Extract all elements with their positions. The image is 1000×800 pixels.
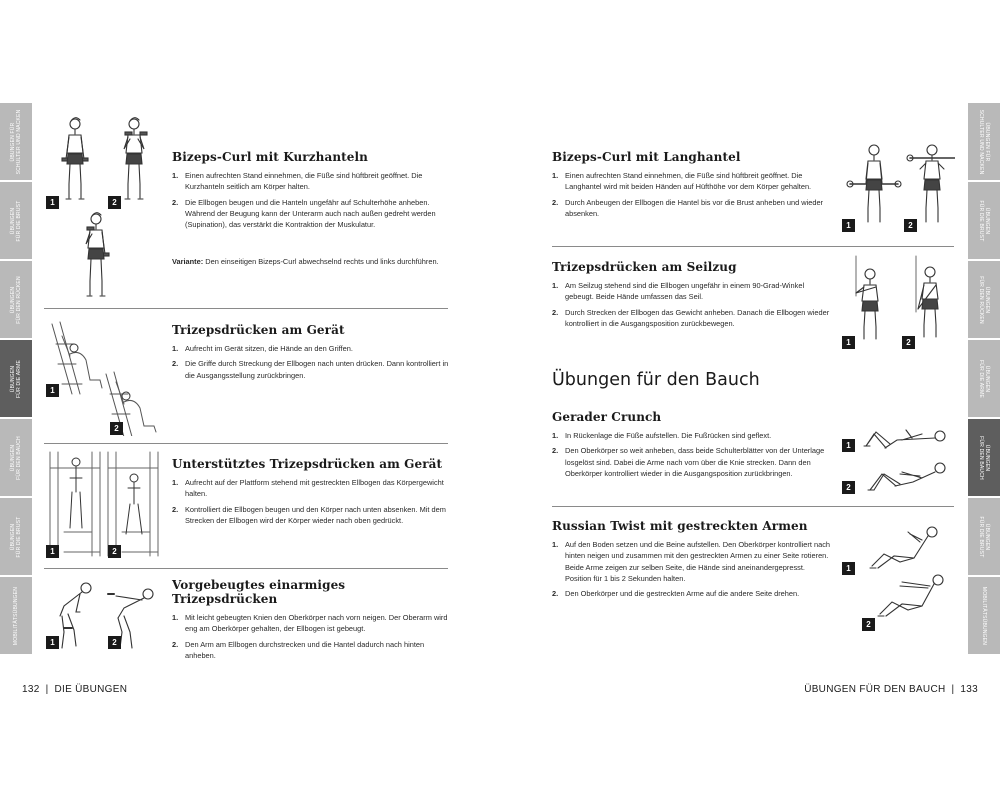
thumb-tab-label: ÜBUNGEN FÜR DEN RÜCKEN [10, 275, 22, 324]
thumb-tab-label: ÜBUNGEN FÜR DIE ARME [978, 359, 990, 398]
figure-gerader-crunch [840, 420, 955, 498]
list-item [552, 280, 830, 303]
step-number: 1. [172, 613, 179, 622]
folio-separator: | [951, 684, 955, 695]
list-item [172, 343, 450, 354]
exercise-steps [552, 280, 830, 329]
exercise-title: Bizeps-Curl mit Kurzhanteln [172, 150, 369, 164]
list-item [172, 477, 450, 500]
section-title: Übungen für den Bauch [552, 370, 760, 390]
thumb-tab[interactable] [968, 261, 1000, 338]
exercise-steps [172, 343, 450, 381]
running-head: DIE ÜBUNGEN [54, 684, 128, 695]
variant-text: Den einseitigen Bizeps-Curl abwechselnd rechts und links durchführen. [205, 257, 439, 267]
exercise-title: Trizepsdrücken am Seilzug [552, 260, 737, 274]
exercise-title: Russian Twist mit gestreckten Armen [552, 519, 808, 533]
exercise-steps [172, 170, 450, 230]
list-item [552, 588, 830, 599]
thumb-tab-label: ÜBUNGEN FÜR DEN BAUCH [10, 435, 22, 480]
step-badge: 1 [46, 636, 59, 649]
list-item [172, 170, 450, 193]
step-text: Die Griffe durch Streckung der Ellbogen nach unten drücken. Dann kontrolliert in die Ausgangsstellung zurückbringen. [185, 359, 449, 380]
step-number: 2. [552, 307, 559, 317]
figure-bizeps-kurzhantel [44, 112, 159, 307]
step-text: Einen aufrechten Stand einnehmen, die Füße sind hüftbreit geöffnet. Die Kurzhanteln seitlich am Körper halten. [185, 171, 423, 192]
thumb-tab-label: MOBILITÄTSÜBUNGEN [13, 586, 19, 645]
running-head: ÜBUNGEN FÜR DEN BAUCH [804, 684, 946, 695]
step-number: 1. [552, 540, 559, 549]
step-number: 1. [552, 281, 559, 290]
exercise-unterstuetztes-trizepsdruecken [172, 457, 450, 530]
thumb-tabs-right [968, 103, 1000, 656]
exercise-vorgebeugtes-trizepsdruecken [172, 578, 450, 665]
divider [44, 568, 448, 569]
step-text: Den Oberkörper so weit anheben, dass beide Schulterblätter von der Unterlage losgelöst sind. Dabei die Arme nach vorn über die Knie strecken. Dann den Oberkörper kontrolliert wieder in die Ausgangsposition zurückbringen. [565, 446, 825, 478]
step-text: Am Seilzug stehend sind die Ellbogen ungefähr in einem 90-Grad-Winkel gebeugt. Beide Hände umfassen das Seil. [565, 281, 805, 302]
exercise-title: Vorgebeugtes einarmiges Trizepsdrücken [172, 578, 346, 606]
thumb-tab-label: MOBILITÄTSÜBUNGEN [981, 586, 987, 645]
divider [44, 308, 448, 309]
step-badge: 2 [902, 336, 915, 349]
figure-bizeps-langhantel [840, 140, 955, 236]
exercise-steps [172, 477, 450, 526]
step-badge: 1 [842, 439, 855, 452]
list-item [172, 504, 450, 527]
page-number: 132 [22, 684, 40, 695]
step-number: 2. [552, 589, 559, 599]
exercise-steps [552, 539, 830, 599]
thumb-tab[interactable] [0, 340, 32, 417]
step-badge: 1 [842, 219, 855, 232]
step-badge: 2 [862, 618, 875, 631]
thumb-tab[interactable] [0, 103, 32, 180]
step-text: Die Ellbogen beugen und die Hanteln ungefähr auf Schulterhöhe anheben. Während der Beugung kann der Unterarm auch nach außen gedreht werden (Supination), das verstärkt die Kontraktion der Muskulatur. [185, 197, 436, 230]
exercise-title: Trizepsdrücken am Gerät [172, 323, 345, 337]
thumb-tab[interactable] [968, 340, 1000, 417]
step-badge: 1 [46, 545, 59, 558]
thumb-tab-label: ÜBUNGEN FÜR DIE ARME [10, 359, 22, 398]
thumb-tab-label: ÜBUNGEN FÜR DIE BRUST [10, 516, 22, 557]
thumb-tabs-left [0, 103, 32, 656]
variant-label: Variante: [172, 257, 204, 267]
exercise-trizepsdruecken-seilzug [552, 260, 830, 333]
exercise-title: Bizeps-Curl mit Langhantel [552, 150, 741, 164]
step-text: In Rückenlage die Füße aufstellen. Die Fußrücken sind geflext. [565, 431, 772, 440]
step-text: Kontrolliert die Ellbogen beugen und den Körper nach unten absenken. Mit dem Strecken der Ellbogen wird der Körper wieder nach oben gedrückt. [185, 504, 446, 525]
step-badge: 2 [110, 422, 123, 435]
figure-vorgebeugtes-trizepsdruecken [44, 576, 164, 652]
divider [552, 246, 954, 247]
thumb-tab-label: ÜBUNGEN FÜR DIE BRUST [978, 200, 990, 241]
step-badge: 1 [842, 562, 855, 575]
step-number: 1. [552, 171, 559, 180]
step-number: 1. [172, 478, 179, 487]
thumb-tab-label: ÜBUNGEN FÜR SCHULTER UND NACKEN [10, 109, 22, 174]
step-badge: 2 [108, 545, 121, 558]
list-item [172, 197, 450, 231]
step-number: 2. [552, 197, 559, 207]
list-item [172, 612, 450, 635]
step-text: Durch Strecken der Ellbogen das Gewicht anheben. Danach die Ellbogen wieder kontrolliert in die Ausgangsposition zurückbewegen. [565, 307, 830, 328]
list-item [552, 307, 830, 330]
step-number: 2. [172, 504, 179, 514]
thumb-tab[interactable] [968, 182, 1000, 259]
step-number: 2. [172, 639, 179, 649]
divider [552, 506, 954, 507]
thumb-tab[interactable] [968, 577, 1000, 654]
figure-russian-twist [840, 520, 955, 635]
step-text: Auf den Boden setzen und die Beine aufstellen. Den Oberkörper kontrolliert nach hinten neigen und zusammen mit den gestreckten Armen zu einer Seite rotieren. Beide Arme zeigen zur selben Seite, die Hände sind aneinandergepresst. Position für 1 bis 2 Sekunden halten. [565, 540, 830, 583]
step-badge: 1 [46, 384, 59, 397]
list-item [552, 445, 830, 479]
thumb-tab-label: ÜBUNGEN FÜR DIE BRUST [978, 516, 990, 557]
step-badge: 1 [46, 196, 59, 209]
thumb-tab[interactable] [0, 577, 32, 654]
step-text: Aufrecht auf der Plattform stehend mit gestreckten Ellbogen das Körpergewicht halten. [185, 478, 444, 499]
step-text: Den Oberkörper und die gestreckten Arme auf die andere Seite drehen. [565, 589, 800, 599]
exercise-bizeps-langhantel [552, 150, 830, 223]
thumb-tab-label: ÜBUNGEN FÜR DEN BAUCH [978, 435, 990, 480]
step-badge: 2 [108, 636, 121, 649]
exercise-title: Gerader Crunch [552, 410, 662, 424]
folio-left [22, 684, 127, 695]
exercise-steps [552, 430, 830, 479]
step-text: Durch Anbeugen der Ellbogen die Hantel bis vor die Brust anheben und wieder absenken. [565, 197, 824, 218]
figure-trizeps-geraet [44, 314, 164, 436]
thumb-tab[interactable] [968, 419, 1000, 496]
page-number: 133 [960, 684, 978, 695]
divider [44, 443, 448, 444]
step-number: 1. [552, 431, 559, 440]
thumb-tab-label: ÜBUNGEN FÜR SCHULTER UND NACKEN [978, 109, 990, 174]
step-badge: 2 [904, 219, 917, 232]
exercise-trizepsdruecken-geraet [172, 323, 450, 385]
list-item [552, 170, 830, 193]
step-number: 1. [172, 171, 179, 180]
exercise-gerader-crunch [552, 410, 830, 483]
step-text: Einen aufrechten Stand einnehmen, die Füße sind hüftbreit geöffnet. Die Langhantel wird mit beiden Händen auf Hüfthöhe vor dem Körper gehalten. [565, 171, 812, 192]
folio-separator: | [45, 684, 49, 695]
step-badge: 1 [842, 336, 855, 349]
step-badge: 2 [842, 481, 855, 494]
exercise-steps [172, 612, 450, 661]
thumb-tab[interactable] [0, 261, 32, 338]
thumb-tab[interactable] [968, 103, 1000, 180]
list-item [552, 197, 830, 220]
exercise-russian-twist [552, 519, 830, 603]
step-text: Aufrecht im Gerät sitzen, die Hände an den Griffen. [185, 344, 353, 353]
thumb-tab[interactable] [0, 498, 32, 575]
thumb-tab-label: ÜBUNGEN FÜR DIE BRUST [10, 200, 22, 241]
thumb-tab[interactable] [968, 498, 1000, 575]
step-number: 2. [172, 197, 179, 207]
exercise-bizeps-kurzhanteln [172, 150, 450, 268]
step-number: 2. [552, 446, 559, 456]
exercise-steps [552, 170, 830, 219]
list-item [172, 358, 450, 381]
step-text: Den Arm am Ellbogen durchstrecken und die Hantel dadurch nach hinten anheben. [185, 639, 425, 660]
thumb-tab[interactable] [0, 182, 32, 259]
variant-note [172, 256, 450, 267]
folio-right [804, 684, 978, 695]
figure-trizeps-seilzug [840, 252, 955, 352]
figure-unterstuetztes-trizepsdruecken [44, 448, 164, 564]
exercise-title: Unterstütztes Trizepsdrücken am Gerät [172, 457, 443, 471]
step-text: Mit leicht gebeugten Knien den Oberkörper nach vorn neigen. Der Oberarm wird eng am Oberkörper gehalten, der Ellbogen ist gebeugt. [185, 613, 448, 634]
step-number: 2. [172, 359, 179, 369]
thumb-tab-label: ÜBUNGEN FÜR DEN RÜCKEN [978, 275, 990, 324]
list-item [552, 539, 830, 584]
step-badge: 2 [108, 196, 121, 209]
step-number: 1. [172, 344, 179, 353]
list-item [552, 430, 830, 441]
list-item [172, 639, 450, 662]
thumb-tab[interactable] [0, 419, 32, 496]
